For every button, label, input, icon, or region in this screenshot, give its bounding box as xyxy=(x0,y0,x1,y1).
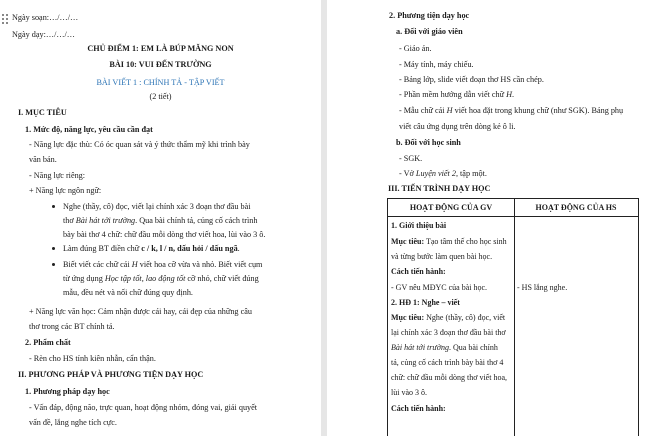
paragraph-line: - Máy tính, máy chiếu. xyxy=(399,60,474,69)
date-prepare: Ngày soạn:…/…/… xyxy=(12,13,79,22)
bullet-line: bày bài thơ 4 chữ: chữ đầu mỗi dòng thơ viết hoa, lùi vào 3 ô. xyxy=(63,230,266,239)
heading-teaching-method: 1. Phương pháp dạy học xyxy=(25,387,110,396)
paragraph-line: - Vở Luyện viết 2, tập một. xyxy=(399,169,487,178)
paragraph-line: vấn đề, lắng nghe tích cực. xyxy=(29,418,117,427)
table-header-teacher: HOẠT ĐỘNG CỦA GV xyxy=(409,203,493,212)
paragraph-line: - Mẫu chữ cái H viết hoa đặt trong khung chữ (như SGK). Bảng phụ xyxy=(399,106,624,115)
paragraph-line: - Bảng lớp, slide viết đoạn thơ HS cần chép. xyxy=(399,75,544,84)
table-cell-text: Mục tiêu: Tạo tâm thế cho học sinh xyxy=(391,237,507,246)
heading-student: b. Đối với học sinh xyxy=(396,138,461,147)
bullet-line: Nghe (thầy, cô) đọc, viết lại chính xác 3 đoạn thơ đầu bài xyxy=(63,202,251,211)
document-page-left xyxy=(0,0,321,436)
table-cell-text: Bài hát tới trường. Qua bài chính xyxy=(391,343,498,352)
heading-methods: II. PHƯƠNG PHÁP VÀ PHƯƠNG TIỆN DẠY HỌC xyxy=(18,370,204,379)
lesson-subtitle: BÀI VIẾT 1 : CHÍNH TẢ - TẬP VIẾT xyxy=(96,78,225,87)
drag-handle-icon[interactable] xyxy=(2,14,8,26)
table-cell-text: 2. HĐ 1: Nghe – viết xyxy=(391,298,460,307)
bullet-icon xyxy=(52,263,55,266)
paragraph-line: + Năng lực ngôn ngữ: xyxy=(29,186,102,195)
paragraph-line: - Rèn cho HS tính kiên nhẫn, cẩn thận. xyxy=(29,354,156,363)
paragraph-line: - Phần mềm hướng dẫn viết chữ H. xyxy=(399,90,515,99)
document-page-right xyxy=(327,0,650,436)
bullet-line: Làm đúng BT điền chữ c / k, l / n, dấu hỏi / dấu ngã. xyxy=(63,244,240,253)
lesson-title: BÀI 10: VUI ĐẾN TRƯỜNG xyxy=(109,60,212,69)
bullet-icon xyxy=(52,247,55,250)
bullet-line: từ ứng dụng Học tập tốt, lao động tốt cỡ nhỏ, chữ viết đúng xyxy=(63,274,259,283)
table-cell-text: lùi vào 3 ô. xyxy=(391,388,427,397)
heading-teaching-tools: 2. Phương tiện dạy học xyxy=(389,11,470,20)
table-header-student: HOẠT ĐỘNG CỦA HS xyxy=(535,203,617,212)
paragraph-line: - Giáo án. xyxy=(399,44,432,53)
table-cell-text: lại chính xác 3 đoạn thơ đầu bài thơ xyxy=(391,328,506,337)
paragraph-line: - Năng lực đặc thù: Có óc quan sát và ý thức thẩm mỹ khi trình bày xyxy=(29,140,250,149)
heading-qualities: 2. Phẩm chất xyxy=(25,338,71,347)
table-cell-text: Mục tiêu: Nghe (thầy, cô) đọc, viết xyxy=(391,313,506,322)
theme-title: CHỦ ĐIỂM 1: EM LÀ BÚP MĂNG NON xyxy=(87,44,234,53)
table-cell-text: 1. Giới thiệu bài xyxy=(391,221,447,230)
activity-table xyxy=(387,198,639,436)
paragraph-line: thơ trong các BT chính tả. xyxy=(29,322,115,331)
paragraph-line: văn bản. xyxy=(29,155,57,164)
heading-objectives: I. MỤC TIÊU xyxy=(18,108,67,117)
bullet-icon xyxy=(52,205,55,208)
heading-competency: 1. Mức độ, năng lực, yêu cầu cần đạt xyxy=(25,125,153,134)
paragraph-line: - Năng lực riêng: xyxy=(29,171,86,180)
heading-teacher: a. Đối với giáo viên xyxy=(396,27,463,36)
table-cell-text: Cách tiến hành: xyxy=(391,404,446,413)
table-cell-text: chữ: chữ đầu mỗi dòng thơ viết hoa, xyxy=(391,373,507,382)
paragraph-line: - Vấn đáp, động não, trực quan, hoạt động nhóm, đóng vai, giải quyết xyxy=(29,403,258,412)
paragraph-line: + Năng lực văn học: Cảm nhận được cái hay, cái đẹp của những câu xyxy=(29,307,252,316)
table-cell-text: và từng bước làm quen bài học. xyxy=(391,252,493,261)
bullet-line: Biết viết các chữ cái H viết hoa cỡ vừa và nhỏ. Biết viết cụm xyxy=(63,260,263,269)
table-cell-text: - GV nêu MĐYC của bài học. xyxy=(391,283,488,292)
table-cell-text: Cách tiến hành: xyxy=(391,267,446,276)
bullet-line: thơ Bài hát tới trường. Qua bài chính tả, củng cố cách trình xyxy=(63,216,258,225)
paragraph-line: viết câu ứng dụng trên dòng kẻ ô li. xyxy=(399,122,516,131)
paragraph-line: - SGK. xyxy=(399,154,423,163)
table-cell-text: - HS lắng nghe. xyxy=(517,283,568,292)
table-cell-text: tả, củng cố cách trình bày bài thơ 4 xyxy=(391,358,504,367)
lesson-duration: (2 tiết) xyxy=(149,92,172,101)
heading-process: III. TIẾN TRÌNH DẠY HỌC xyxy=(388,184,491,193)
date-teach: Ngày dạy:…/…/… xyxy=(12,30,75,39)
bullet-line: mẫu, đều nét và nối chữ đúng quy định. xyxy=(63,288,193,297)
